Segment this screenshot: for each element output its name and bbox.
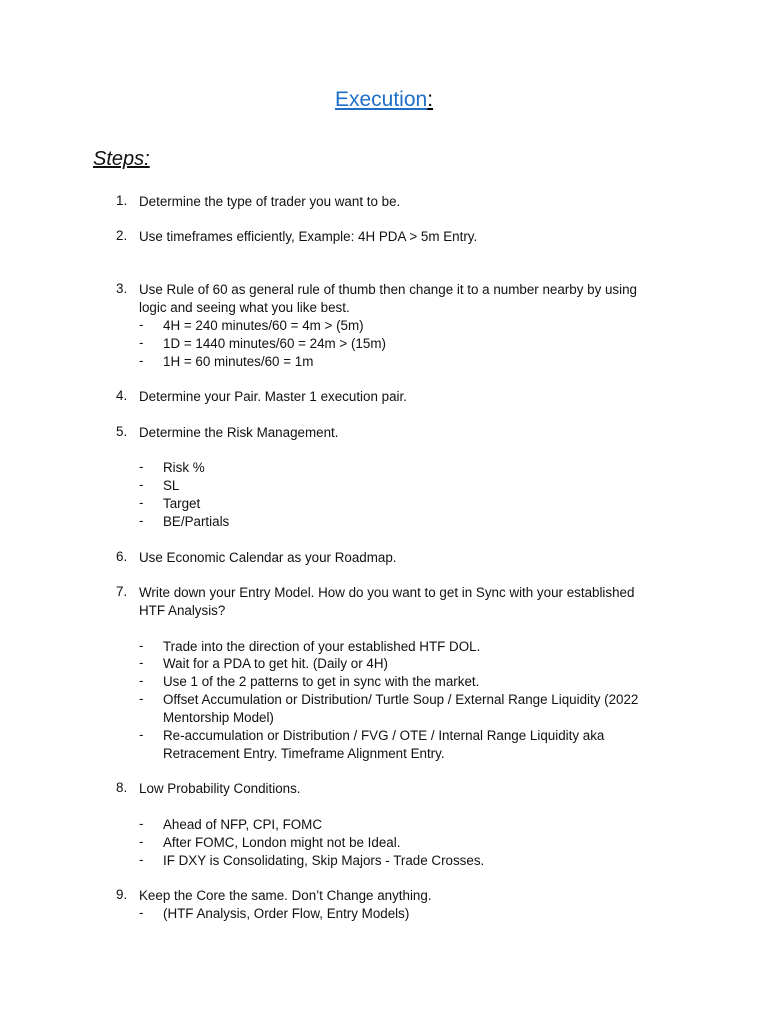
- bullet-text: Risk %: [163, 460, 205, 475]
- step-text-line: logic and seeing what you like best.: [139, 300, 350, 315]
- step-number: 5.: [116, 424, 128, 439]
- bullet-text: Use 1 of the 2 patterns to get in sync with the market.: [163, 674, 480, 689]
- step-text: [139, 887, 699, 905]
- bullet-dash: -: [139, 691, 144, 706]
- step-text-line: HTF Analysis?: [139, 603, 226, 618]
- step-text: [139, 228, 699, 246]
- bullet-dash: -: [139, 335, 144, 350]
- bullet-dash: -: [139, 852, 144, 867]
- bullet-text-line: Offset Accumulation or Distribution/ Turtle Soup / External Range Liquidity (2022: [163, 692, 639, 707]
- bullet-text: Target: [163, 496, 201, 511]
- steps-heading: Steps:: [93, 148, 150, 170]
- step-text-line: Determine the Risk Management.: [139, 425, 339, 440]
- step-text-line: Determine your Pair. Master 1 execution pair.: [139, 389, 407, 404]
- step-text-line: Use Rule of 60 as general rule of thumb then change it to a number nearby by using: [139, 282, 637, 297]
- bullet-text: [163, 691, 693, 727]
- step-text: [139, 549, 699, 567]
- bullet-dash: -: [139, 459, 144, 474]
- step-text-line: Write down your Entry Model. How do you want to get in Sync with your established: [139, 585, 635, 600]
- bullet-text-line: Mentorship Model): [163, 710, 274, 725]
- step-text-line: Low Probability Conditions.: [139, 781, 301, 796]
- step-text: [139, 193, 699, 211]
- bullet-text: IF DXY is Consolidating, Skip Majors - Trade Crosses.: [163, 853, 485, 868]
- step-number: 9.: [116, 887, 128, 902]
- bullet-dash: -: [139, 905, 144, 920]
- bullet-dash: -: [139, 353, 144, 368]
- step-text-line: Use timeframes efficiently, Example: 4H PDA > 5m Entry.: [139, 229, 478, 244]
- step-number: 8.: [116, 780, 128, 795]
- step-text: [139, 281, 699, 317]
- bullet-text: 4H = 240 minutes/60 = 4m > (5m): [163, 318, 364, 333]
- step-text: [139, 388, 699, 406]
- bullet-text: SL: [163, 478, 180, 493]
- step-number: 2.: [116, 228, 128, 243]
- title-colon: :: [427, 88, 434, 111]
- bullet-dash: -: [139, 816, 144, 831]
- bullet-dash: -: [139, 317, 144, 332]
- page-title: [0, 88, 768, 112]
- bullet-dash: -: [139, 673, 144, 688]
- step-number: 7.: [116, 584, 128, 599]
- step-text-line: Use Economic Calendar as your Roadmap.: [139, 550, 397, 565]
- step-text: [139, 780, 699, 798]
- bullet-text: Ahead of NFP, CPI, FOMC: [163, 817, 323, 832]
- bullet-dash: -: [139, 477, 144, 492]
- title-word: Execution: [334, 88, 428, 111]
- bullet-dash: -: [139, 655, 144, 670]
- step-number: 1.: [116, 193, 128, 208]
- step-number: 4.: [116, 388, 128, 403]
- bullet-text-line: Retracement Entry. Timeframe Alignment Entry.: [163, 746, 445, 761]
- step-text-line: Determine the type of trader you want to be.: [139, 194, 401, 209]
- bullet-text: (HTF Analysis, Order Flow, Entry Models): [163, 906, 410, 921]
- bullet-dash: -: [139, 638, 144, 653]
- bullet-text: 1D = 1440 minutes/60 = 24m > (15m): [163, 336, 386, 351]
- bullet-text: After FOMC, London might not be Ideal.: [163, 835, 401, 850]
- step-number: 6.: [116, 549, 128, 564]
- step-text-line: Keep the Core the same. Don’t Change anything.: [139, 888, 432, 903]
- step-text: [139, 584, 699, 620]
- bullet-dash: -: [139, 727, 144, 742]
- bullet-text: [163, 727, 693, 763]
- step-text: [139, 424, 699, 442]
- bullet-dash: -: [139, 513, 144, 528]
- bullet-text: BE/Partials: [163, 514, 230, 529]
- bullet-text: Wait for a PDA to get hit. (Daily or 4H): [163, 656, 388, 671]
- bullet-dash: -: [139, 495, 144, 510]
- bullet-text: Trade into the direction of your established HTF DOL.: [163, 639, 481, 654]
- bullet-text: 1H = 60 minutes/60 = 1m: [163, 354, 314, 369]
- bullet-text-line: Re-accumulation or Distribution / FVG / OTE / Internal Range Liquidity aka: [163, 728, 605, 743]
- bullet-dash: -: [139, 834, 144, 849]
- step-number: 3.: [116, 281, 128, 296]
